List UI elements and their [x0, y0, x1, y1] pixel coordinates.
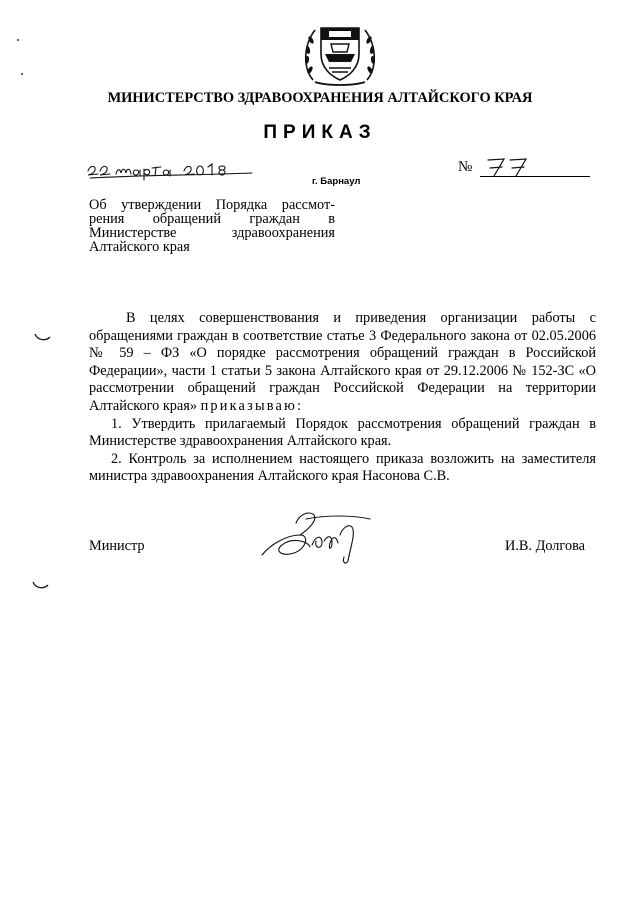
coat-of-arms-emblem: [301, 20, 379, 88]
order-item-2: 2. Контроль за исполнением настоящего приказа возложить на заместителя министра здравоохранения Алтайского края Насонова С.В.: [89, 450, 596, 485]
preamble-text: В целях совершенствования и приведения организации работы с обращениями граждан в соответствие статье 3 Федерального закона от 02.05.2006 № 59 – ФЗ «О порядке рассмотрения обращений граждан в Российской Федерации», части 1 статьи 5 закона Алтайского края от 29.12.2006 № 152-ЗС «О рассмотрении обращений граждан Российской Федерации на территории Алтайского края»: [89, 310, 596, 414]
handwritten-order-number: [482, 152, 538, 178]
preamble-paragraph: [89, 310, 596, 416]
margin-tick-mark: [34, 332, 52, 342]
scan-speck: [16, 38, 20, 42]
order-number-label: №: [458, 159, 473, 175]
subject-line: Министерстве здравоохранения: [89, 225, 335, 241]
subject-line: Об утверждении Порядка рассмот-: [89, 197, 335, 213]
signer-position: Министр: [89, 538, 145, 554]
ministry-name: МИНИСТЕРСТВО ЗДРАВООХРАНЕНИЯ АЛТАЙСКОГО КРАЯ: [107, 90, 533, 106]
scan-speck: [20, 72, 24, 76]
issue-city: г. Барнаул: [312, 176, 361, 187]
order-item-1: 1. Утвердить прилагаемый Порядок рассмотрения обращений граждан в Министерстве здравоохранения Алтайского края.: [89, 415, 596, 450]
order-subject: [89, 198, 335, 254]
handwritten-signature: [256, 505, 378, 567]
document-title: ПРИКАЗ: [263, 122, 377, 143]
subject-line: Алтайского края: [89, 239, 190, 255]
subject-line: рения обращений граждан в: [89, 211, 335, 227]
order-body: [89, 310, 596, 486]
signer-name: И.В. Долгова: [505, 538, 585, 554]
order-verb: приказываю:: [200, 397, 304, 414]
handwritten-date: [84, 151, 256, 181]
margin-tick-mark: [32, 580, 50, 590]
